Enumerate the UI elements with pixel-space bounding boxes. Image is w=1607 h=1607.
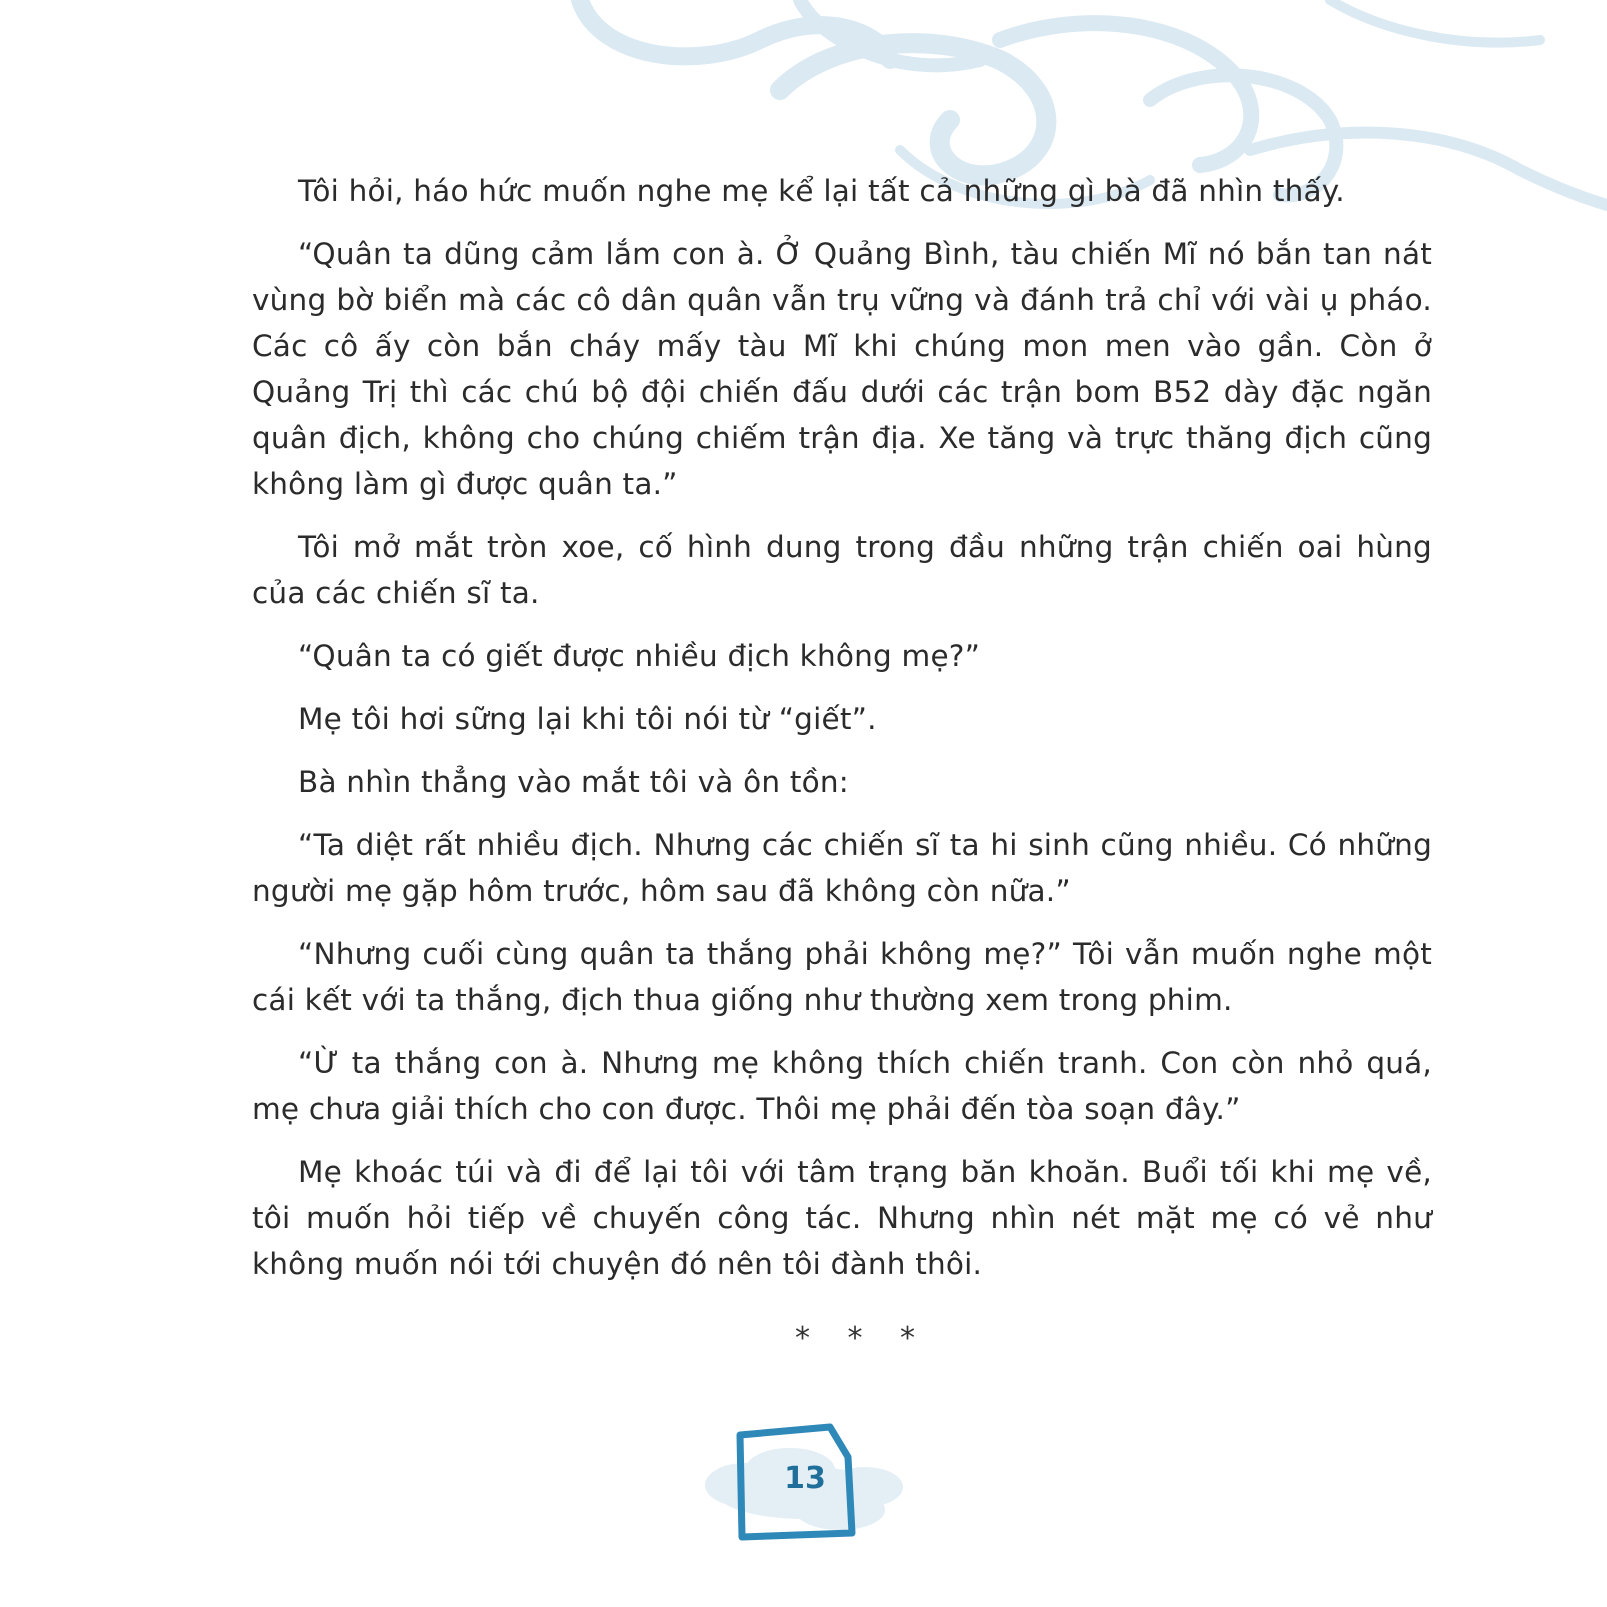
paragraph: “Nhưng cuối cùng quân ta thắng phải không mẹ?” Tôi vẫn muốn nghe một cái kết với ta thắng, địch thua giống như thường xem trong phim. <box>252 937 1432 1017</box>
paragraph: “Quân ta dũng cảm lắm con à. Ở Quảng Bình, tàu chiến Mĩ nó bắn tan nát vùng bờ biển mà các cô dân quân vẫn trụ vững và đánh trả chỉ với vài ụ pháo. Các cô ấy còn bắn cháy mấy tàu Mĩ khi chúng mon men vào gần. Còn ở Quảng Trị thì các chú bộ đội chiến đấu dưới các trận bom B52 dày đặc ngăn quân địch, không cho chúng chiếm trận địa. Xe tăng và trực thăng địch cũng không làm gì được quân ta.” <box>252 237 1432 501</box>
paragraph: Tôi hỏi, háo hức muốn nghe mẹ kể lại tất cả những gì bà đã nhìn thấy. <box>298 174 1345 208</box>
paragraph: “Ừ ta thắng con à. Nhưng mẹ không thích chiến tranh. Con còn nhỏ quá, mẹ chưa giải thích cho con được. Thôi mẹ phải đến tòa soạn đây.” <box>252 1046 1432 1126</box>
paragraph: Tôi mở mắt tròn xoe, cố hình dung trong đầu những trận chiến oai hùng của các chiến sĩ ta. <box>252 530 1432 610</box>
paragraph: Mẹ khoác túi và đi để lại tôi với tâm trạng băn khoăn. Buổi tối khi mẹ về, tôi muốn hỏi tiếp về chuyến công tác. Nhưng nhìn nét mặt mẹ có vẻ như không muốn nói tới chuyện đó nên tôi đành thôi. <box>252 1155 1432 1281</box>
story-text <box>252 168 1432 1356</box>
paragraph: “Quân ta có giết được nhiều địch không mẹ?” <box>298 639 981 673</box>
paragraph: Bà nhìn thẳng vào mắt tôi và ôn tồn: <box>298 765 849 799</box>
page-number: 13 <box>784 1461 826 1496</box>
paragraph: “Ta diệt rất nhiều địch. Nhưng các chiến sĩ ta hi sinh cũng nhiều. Có những người mẹ gặp hôm trước, hôm sau đã không còn nữa.” <box>252 828 1432 908</box>
section-break: * * * <box>794 1321 930 1356</box>
paragraph: Mẹ tôi hơi sững lại khi tôi nói từ “giết”. <box>298 702 877 736</box>
page-number-badge <box>700 1415 910 1550</box>
